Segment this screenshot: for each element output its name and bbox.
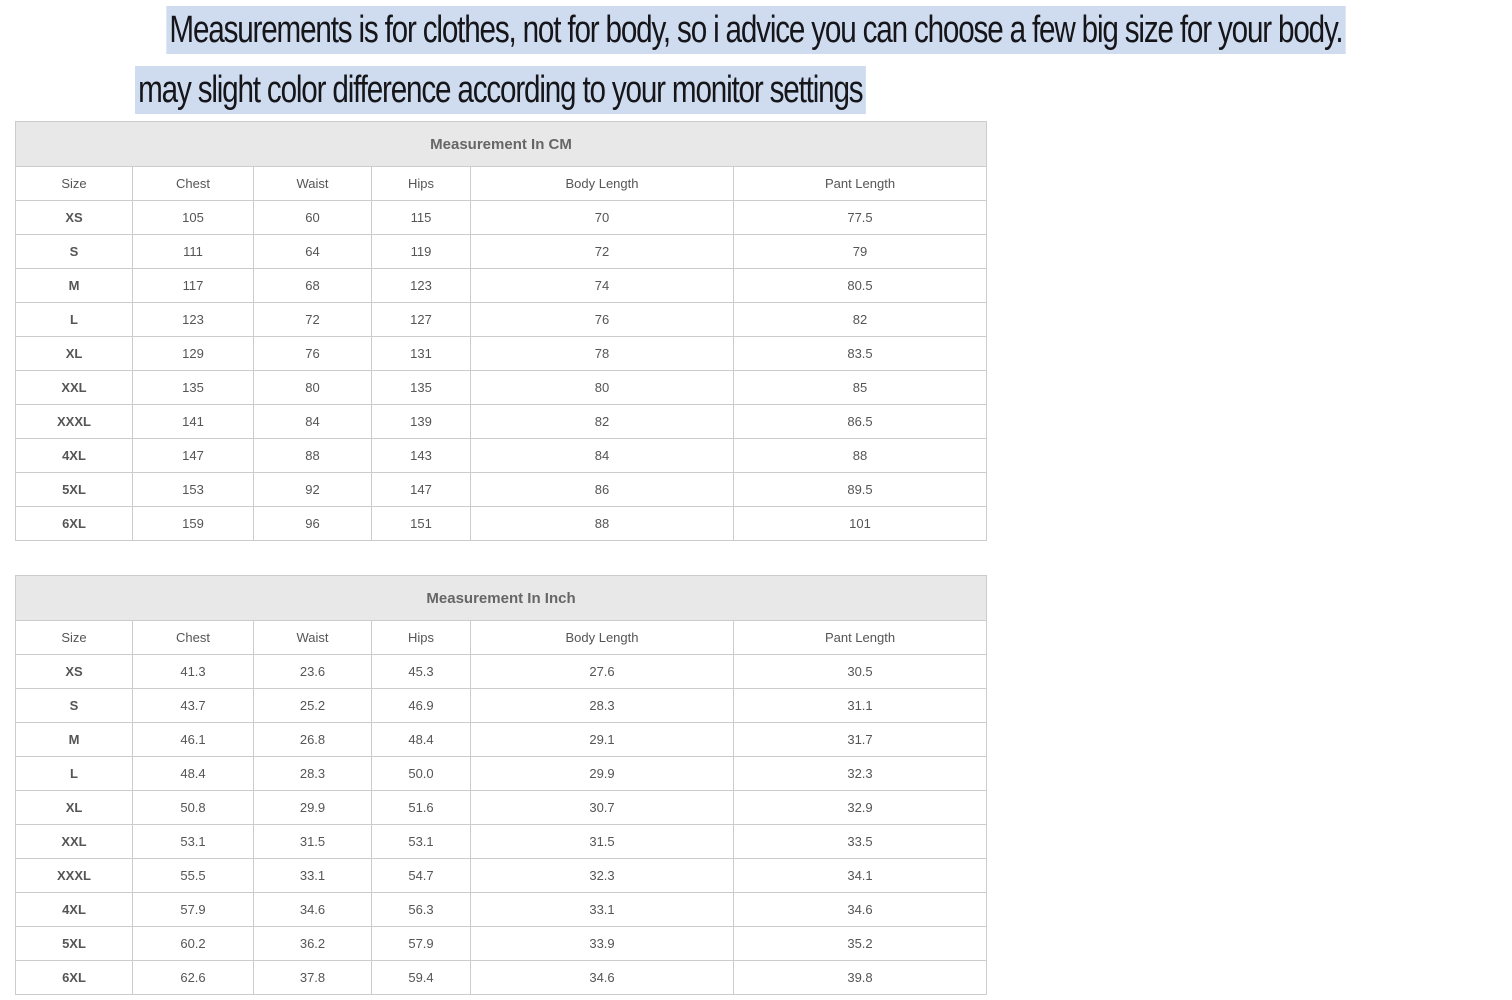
cell-body-length: 33.9 [471, 927, 734, 961]
notice-line-1-text: Measurements is for clothes, not for body, so i advice you can choose a few big size for your body. [166, 6, 1345, 54]
column-header-body-length: Body Length [471, 621, 734, 655]
cell-waist: 60 [254, 201, 372, 235]
cell-waist: 37.8 [254, 961, 372, 995]
cell-body-length: 84 [471, 439, 734, 473]
table-row [16, 961, 987, 995]
table-row [16, 337, 987, 371]
cell-chest: 159 [133, 507, 254, 541]
cell-chest: 147 [133, 439, 254, 473]
cell-body-length: 30.7 [471, 791, 734, 825]
cell-pant-length: 88 [734, 439, 987, 473]
cell-chest: 153 [133, 473, 254, 507]
table-title: Measurement In Inch [16, 576, 987, 621]
table-row [16, 473, 987, 507]
cell-hips: 46.9 [372, 689, 471, 723]
column-header-chest: Chest [133, 621, 254, 655]
table-row [16, 927, 987, 961]
cell-body-length: 74 [471, 269, 734, 303]
cell-chest: 46.1 [133, 723, 254, 757]
cell-hips: 123 [372, 269, 471, 303]
cell-body-length: 29.1 [471, 723, 734, 757]
size-label: XXXL [16, 405, 133, 439]
cell-waist: 84 [254, 405, 372, 439]
table-title: Measurement In CM [16, 122, 987, 167]
table-row [16, 269, 987, 303]
cell-chest: 117 [133, 269, 254, 303]
cell-body-length: 80 [471, 371, 734, 405]
cell-waist: 28.3 [254, 757, 372, 791]
cell-pant-length: 79 [734, 235, 987, 269]
table-title-row [16, 122, 987, 167]
size-table-cm [15, 121, 987, 541]
cell-waist: 34.6 [254, 893, 372, 927]
column-header-hips: Hips [372, 167, 471, 201]
size-label: M [16, 269, 133, 303]
size-label: L [16, 303, 133, 337]
cell-chest: 60.2 [133, 927, 254, 961]
cell-hips: 54.7 [372, 859, 471, 893]
cell-chest: 41.3 [133, 655, 254, 689]
table-row [16, 893, 987, 927]
cell-chest: 105 [133, 201, 254, 235]
table-row [16, 235, 987, 269]
cell-pant-length: 39.8 [734, 961, 987, 995]
size-label: XXL [16, 825, 133, 859]
cell-waist: 80 [254, 371, 372, 405]
cell-pant-length: 85 [734, 371, 987, 405]
cell-chest: 111 [133, 235, 254, 269]
cell-pant-length: 31.7 [734, 723, 987, 757]
cell-body-length: 33.1 [471, 893, 734, 927]
cell-pant-length: 33.5 [734, 825, 987, 859]
cell-waist: 33.1 [254, 859, 372, 893]
cell-waist: 88 [254, 439, 372, 473]
size-label: 5XL [16, 927, 133, 961]
cell-waist: 92 [254, 473, 372, 507]
cell-body-length: 70 [471, 201, 734, 235]
cell-chest: 53.1 [133, 825, 254, 859]
cell-pant-length: 82 [734, 303, 987, 337]
cell-body-length: 34.6 [471, 961, 734, 995]
cell-chest: 141 [133, 405, 254, 439]
size-label: XL [16, 791, 133, 825]
cell-hips: 56.3 [372, 893, 471, 927]
cell-waist: 31.5 [254, 825, 372, 859]
cell-body-length: 29.9 [471, 757, 734, 791]
table-row [16, 201, 987, 235]
size-label: XXXL [16, 859, 133, 893]
table-row [16, 723, 987, 757]
cell-body-length: 27.6 [471, 655, 734, 689]
size-label: XXL [16, 371, 133, 405]
size-label: XL [16, 337, 133, 371]
table-row [16, 439, 987, 473]
inch-table-container [15, 575, 986, 995]
cell-waist: 64 [254, 235, 372, 269]
size-label: M [16, 723, 133, 757]
table-header-row [16, 621, 987, 655]
notice-line-2 [0, 66, 1000, 114]
cell-hips: 135 [372, 371, 471, 405]
table-row [16, 757, 987, 791]
cell-pant-length: 31.1 [734, 689, 987, 723]
cell-waist: 36.2 [254, 927, 372, 961]
table-row [16, 655, 987, 689]
size-label: 6XL [16, 961, 133, 995]
table-title-row [16, 576, 987, 621]
cell-pant-length: 80.5 [734, 269, 987, 303]
cell-hips: 119 [372, 235, 471, 269]
cell-chest: 62.6 [133, 961, 254, 995]
cell-waist: 96 [254, 507, 372, 541]
size-table-inch [15, 575, 987, 995]
cell-pant-length: 101 [734, 507, 987, 541]
cell-hips: 147 [372, 473, 471, 507]
size-label: S [16, 235, 133, 269]
cell-hips: 50.0 [372, 757, 471, 791]
table-row [16, 689, 987, 723]
cell-pant-length: 83.5 [734, 337, 987, 371]
cell-pant-length: 32.3 [734, 757, 987, 791]
size-label: 4XL [16, 893, 133, 927]
column-header-hips: Hips [372, 621, 471, 655]
cell-waist: 76 [254, 337, 372, 371]
cell-chest: 129 [133, 337, 254, 371]
table-row [16, 825, 987, 859]
table-row [16, 791, 987, 825]
size-label: 5XL [16, 473, 133, 507]
cell-pant-length: 30.5 [734, 655, 987, 689]
column-header-waist: Waist [254, 621, 372, 655]
table-header-row [16, 167, 987, 201]
cell-hips: 53.1 [372, 825, 471, 859]
column-header-pant-length: Pant Length [734, 621, 987, 655]
size-label: S [16, 689, 133, 723]
size-label: XS [16, 655, 133, 689]
cell-hips: 57.9 [372, 927, 471, 961]
cell-chest: 55.5 [133, 859, 254, 893]
cell-waist: 29.9 [254, 791, 372, 825]
cell-pant-length: 34.1 [734, 859, 987, 893]
cell-hips: 48.4 [372, 723, 471, 757]
cell-body-length: 28.3 [471, 689, 734, 723]
cell-hips: 59.4 [372, 961, 471, 995]
size-label: 4XL [16, 439, 133, 473]
column-header-chest: Chest [133, 167, 254, 201]
cell-hips: 151 [372, 507, 471, 541]
table-row [16, 303, 987, 337]
table-row [16, 371, 987, 405]
cell-waist: 25.2 [254, 689, 372, 723]
size-label: L [16, 757, 133, 791]
column-header-body-length: Body Length [471, 167, 734, 201]
cell-chest: 135 [133, 371, 254, 405]
cell-waist: 23.6 [254, 655, 372, 689]
table-row [16, 405, 987, 439]
cell-body-length: 78 [471, 337, 734, 371]
cell-body-length: 31.5 [471, 825, 734, 859]
cell-chest: 43.7 [133, 689, 254, 723]
table-row [16, 859, 987, 893]
cell-pant-length: 35.2 [734, 927, 987, 961]
cell-body-length: 32.3 [471, 859, 734, 893]
column-header-pant-length: Pant Length [734, 167, 987, 201]
cell-body-length: 82 [471, 405, 734, 439]
notice-line-1 [0, 6, 1343, 54]
cell-pant-length: 77.5 [734, 201, 987, 235]
cell-hips: 115 [372, 201, 471, 235]
cell-hips: 139 [372, 405, 471, 439]
cell-body-length: 86 [471, 473, 734, 507]
cm-table-container [15, 121, 986, 541]
size-label: 6XL [16, 507, 133, 541]
size-label: XS [16, 201, 133, 235]
cell-hips: 127 [372, 303, 471, 337]
cell-pant-length: 34.6 [734, 893, 987, 927]
column-header-size: Size [16, 167, 133, 201]
column-header-waist: Waist [254, 167, 372, 201]
cell-hips: 45.3 [372, 655, 471, 689]
cell-chest: 57.9 [133, 893, 254, 927]
cell-waist: 68 [254, 269, 372, 303]
cell-chest: 50.8 [133, 791, 254, 825]
cell-waist: 26.8 [254, 723, 372, 757]
cell-waist: 72 [254, 303, 372, 337]
cell-chest: 123 [133, 303, 254, 337]
cell-body-length: 88 [471, 507, 734, 541]
cell-hips: 143 [372, 439, 471, 473]
table-row [16, 507, 987, 541]
notice-line-2-text: may slight color difference according to your monitor settings [135, 66, 866, 114]
cell-hips: 51.6 [372, 791, 471, 825]
cell-pant-length: 86.5 [734, 405, 987, 439]
cell-body-length: 76 [471, 303, 734, 337]
cell-chest: 48.4 [133, 757, 254, 791]
cell-pant-length: 89.5 [734, 473, 987, 507]
cell-hips: 131 [372, 337, 471, 371]
cell-pant-length: 32.9 [734, 791, 987, 825]
column-header-size: Size [16, 621, 133, 655]
cell-body-length: 72 [471, 235, 734, 269]
